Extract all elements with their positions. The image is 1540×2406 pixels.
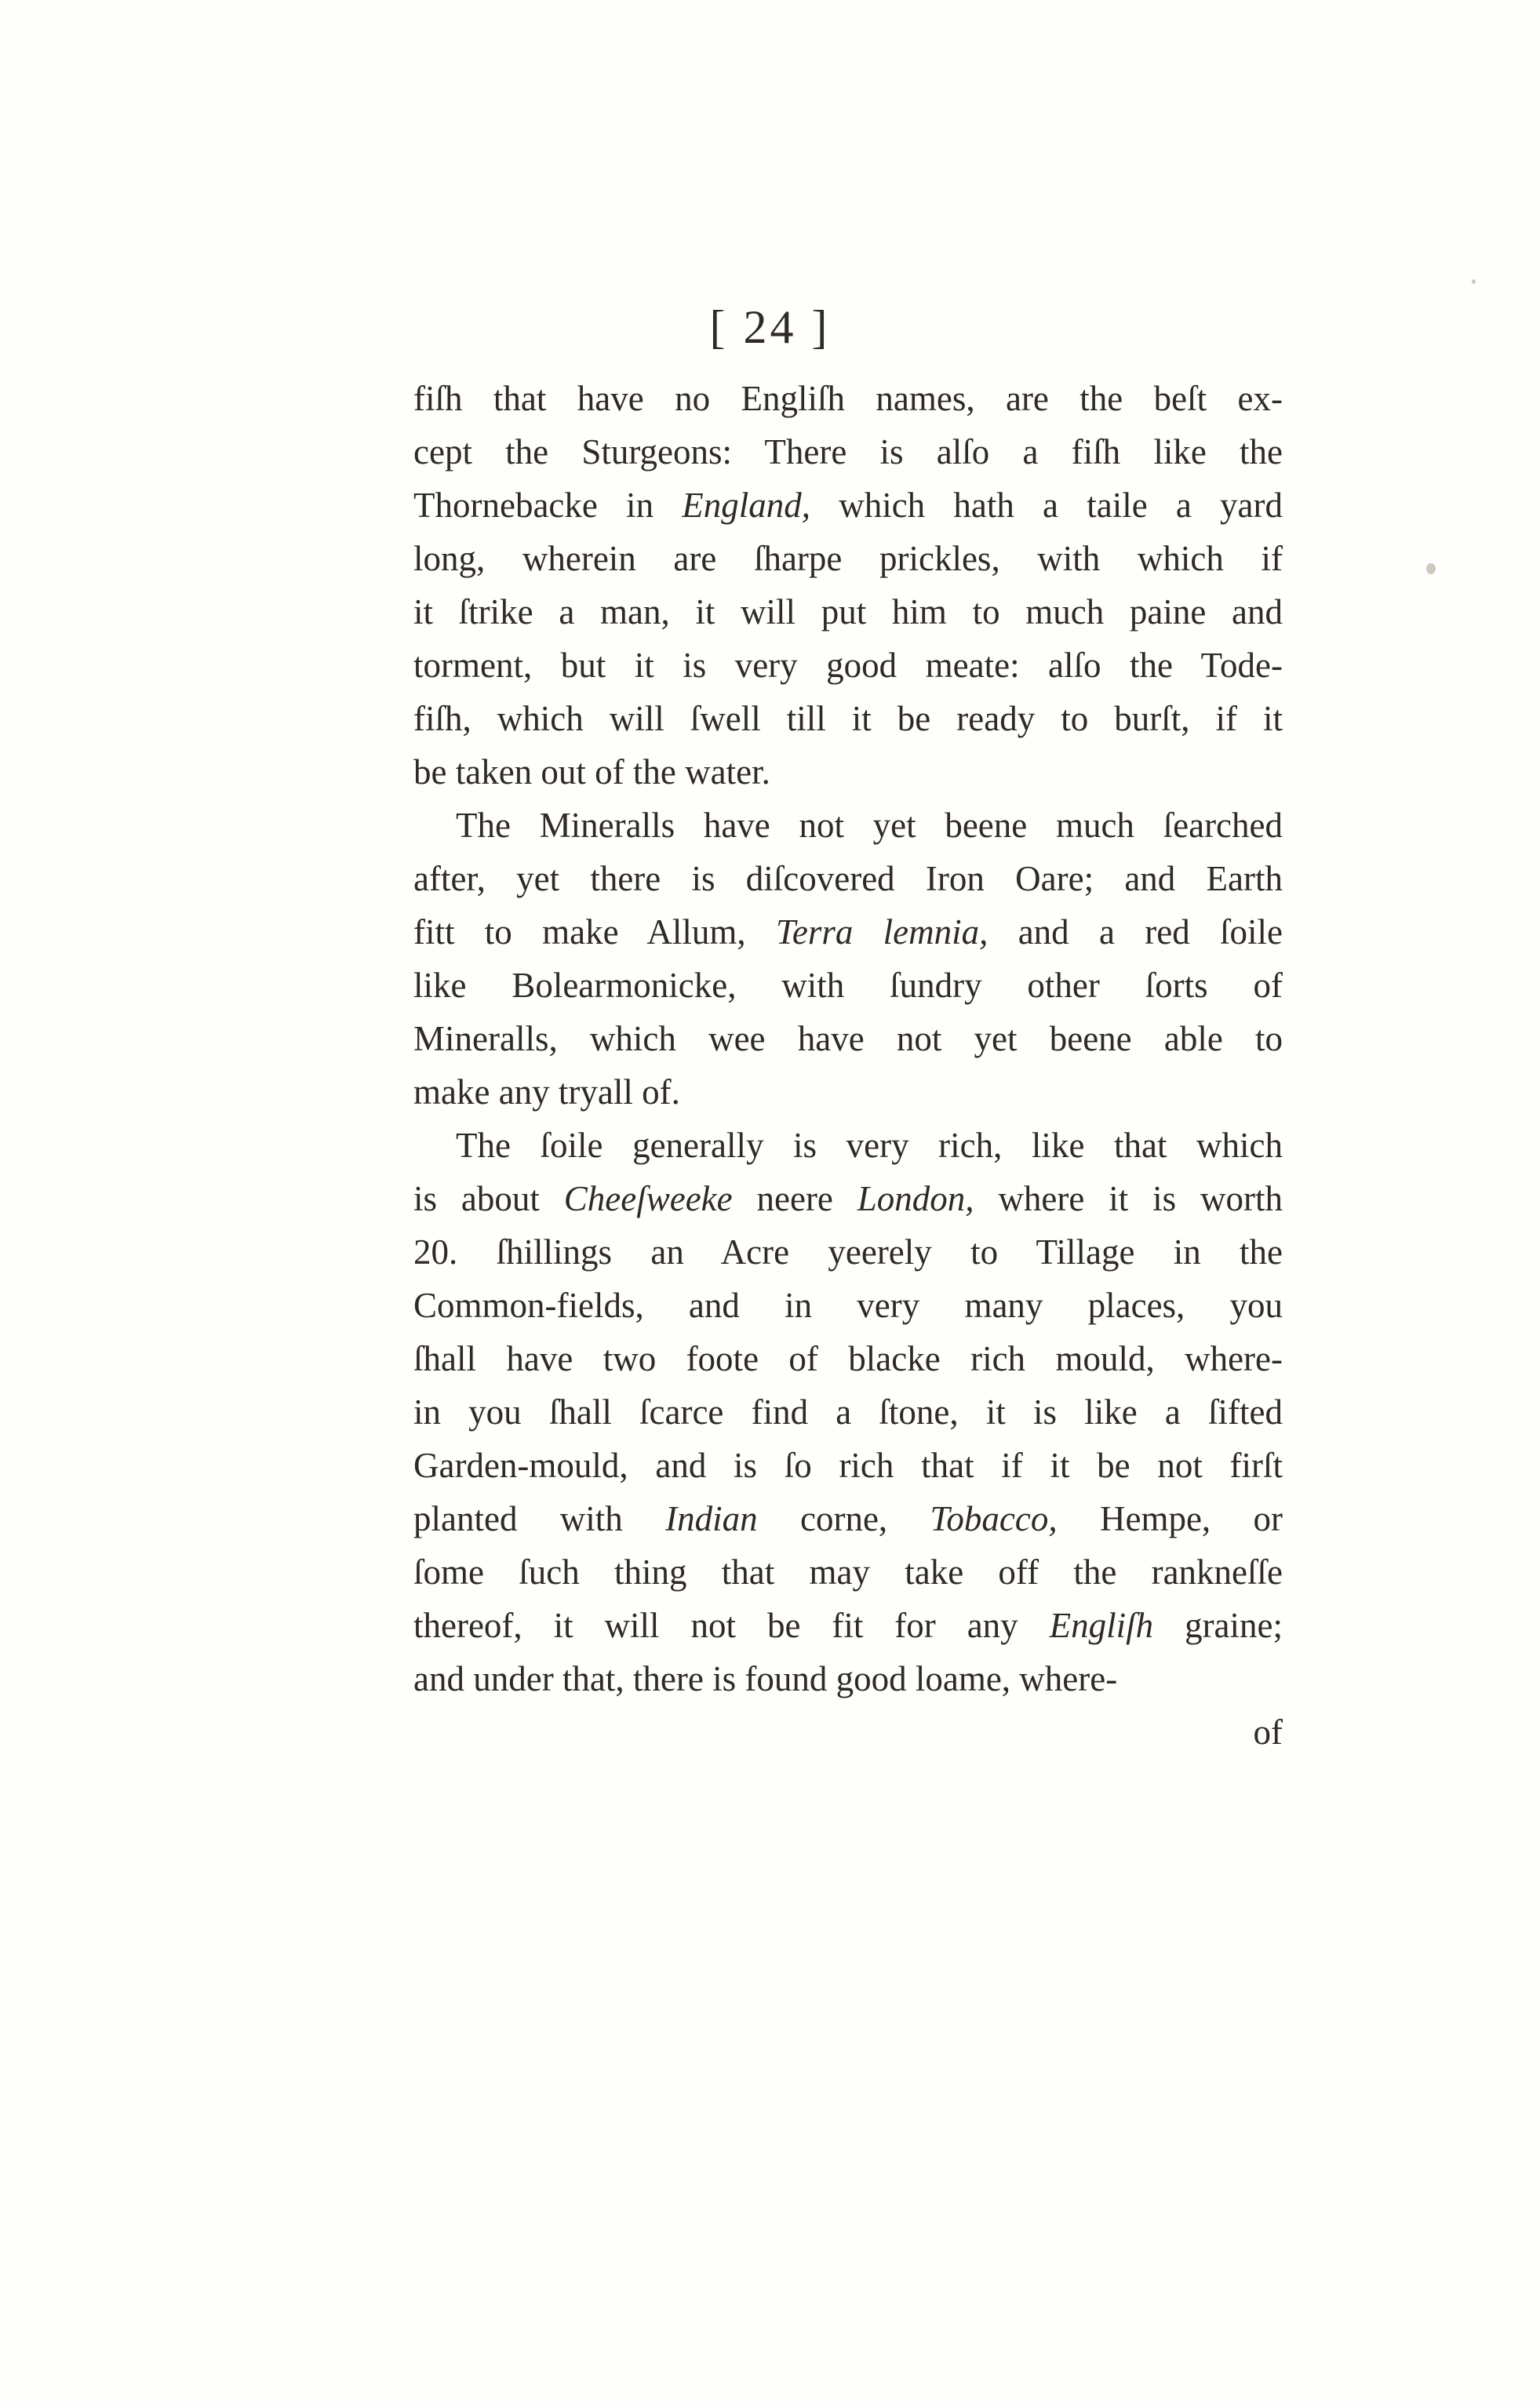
text-line — [413, 959, 1283, 1012]
text-run: is about — [413, 1179, 564, 1218]
text-run: thereof, it will not be fit for any — [413, 1606, 1050, 1645]
italic-text: Engliſh — [1049, 1606, 1154, 1645]
italic-text: Indian — [665, 1499, 758, 1538]
text-run: like Bolearmonicke, with ſundry other ſorts of — [413, 966, 1283, 1005]
text-line — [413, 1172, 1283, 1225]
text-run: and a red ſoile — [988, 912, 1283, 952]
text-line — [413, 1545, 1283, 1599]
paper-speck — [1472, 279, 1476, 284]
text-run: The ſoile generally is very rich, like that which — [456, 1126, 1283, 1165]
text-line — [413, 1492, 1283, 1545]
page-number: [ 24 ] — [709, 301, 831, 353]
paragraph — [413, 372, 1283, 799]
text-run: fiſh that have no Engliſh names, are the beſt ex- — [413, 379, 1283, 418]
paragraph — [413, 1119, 1283, 1705]
italic-text: Cheeſweeke — [563, 1179, 733, 1218]
text-run: where it is worth — [974, 1179, 1283, 1218]
text-run: corne, — [757, 1499, 930, 1538]
catchword: of — [1253, 1713, 1283, 1752]
text-line — [413, 1385, 1283, 1439]
text-line — [413, 1439, 1283, 1492]
paragraph — [413, 799, 1283, 1119]
text-run: cept the Sturgeons: There is alſo a fiſh like the — [413, 432, 1283, 471]
italic-text: London, — [857, 1179, 974, 1218]
text-run: Garden-mould, and is ſo rich that if it be not firſt — [413, 1446, 1283, 1485]
text-line — [413, 1332, 1283, 1385]
text-run: long, wherein are ſharpe prickles, with which if — [413, 539, 1283, 578]
italic-text: Terra lemnia, — [775, 912, 988, 952]
text-run: which hath a taile a yard — [810, 486, 1283, 525]
italic-text: Tobacco, — [930, 1499, 1058, 1538]
text-line — [413, 532, 1283, 585]
italic-text: England, — [682, 486, 811, 525]
text-line — [413, 1599, 1283, 1652]
text-line — [413, 639, 1283, 692]
text-run: ſome ſuch thing that may take off the rankneſſe — [413, 1552, 1283, 1592]
text-run: in you ſhall ſcarce find a ſtone, it is like a ſifted — [413, 1392, 1283, 1432]
text-run: 20. ſhillings an Acre yeerely to Tillage in the — [413, 1232, 1283, 1272]
text-run: ſhall have two foote of blacke rich mould, where- — [413, 1339, 1283, 1378]
text-run: after, yet there is diſcovered Iron Oare; and Earth — [413, 859, 1283, 898]
text-line — [413, 799, 1283, 852]
text-line — [413, 372, 1283, 425]
paper-speck — [1426, 563, 1436, 574]
text-run: fiſh, which will ſwell till it be ready to burſt, if it — [413, 699, 1283, 738]
text-run: neere — [732, 1179, 857, 1218]
text-line — [413, 585, 1283, 639]
text-line — [413, 1225, 1283, 1279]
text-run: and under that, there is found good loame, where- — [413, 1659, 1118, 1698]
text-run: Mineralls, which wee have not yet beene able to — [413, 1019, 1283, 1058]
text-line — [413, 852, 1283, 905]
text-run: be taken out of the water. — [413, 752, 770, 792]
text-run: graine; — [1153, 1606, 1283, 1645]
text-run: Common-fields, and in very many places, you — [413, 1286, 1283, 1325]
text-run: torment, but it is very good meate: alſo the Tode- — [413, 646, 1283, 685]
text-run: Thornebacke in — [413, 486, 683, 525]
text-line — [413, 1012, 1283, 1065]
text-line — [413, 1652, 1283, 1705]
text-line — [413, 745, 1283, 799]
text-run: The Mineralls have not yet beene much ſearched — [456, 806, 1283, 845]
text-run: make any tryall of. — [413, 1072, 680, 1112]
text-run: it ſtrike a man, it will put him to much paine and — [413, 592, 1283, 632]
body-text — [413, 372, 1283, 1759]
text-line — [413, 1119, 1283, 1172]
text-line — [413, 905, 1283, 959]
text-line — [413, 692, 1283, 745]
text-line — [413, 479, 1283, 532]
text-run: planted with — [413, 1499, 666, 1538]
text-line — [413, 1065, 1283, 1119]
text-run: Hempe, or — [1057, 1499, 1283, 1538]
text-line — [413, 1279, 1283, 1332]
text-run: fitt to make Allum, — [413, 912, 776, 952]
text-line — [413, 425, 1283, 479]
